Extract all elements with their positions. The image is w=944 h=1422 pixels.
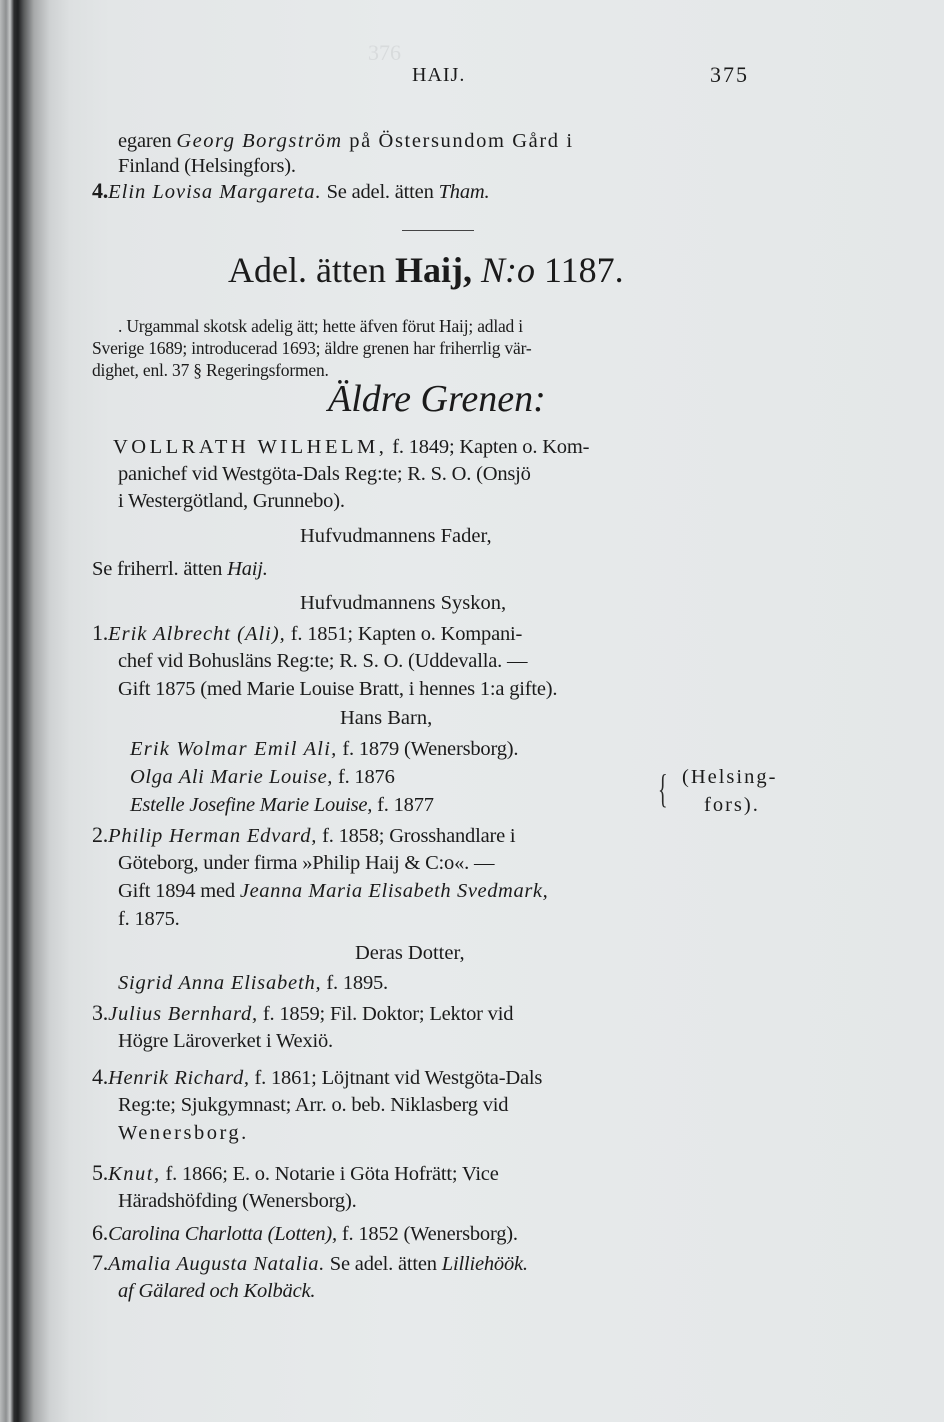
continuation-line-1: egaren Georg Borgström på Östersundom Gård i (118, 130, 574, 152)
head-of-family-line-1: VOLLRATH WILHELM, f. 1849; Kapten o. Kom- (113, 436, 590, 458)
sibling-4-line-3: Wenersborg. (118, 1122, 249, 1144)
sibling-1-line-2: chef vid Bohusläns Reg:te; R. S. O. (Uddevalla. — (118, 650, 528, 672)
father-reference: Se friherrl. ätten Haij. (92, 558, 268, 580)
sibling-3-line-1: 3.Julius Bernhard, f. 1859; Fil. Doktor; Lektor vid (92, 1000, 514, 1025)
sibling-2-line-1: 2.Philip Herman Edvard, f. 1858; Grosshandlare i (92, 822, 516, 847)
continuation-line-2: Finland (Helsingfors). (118, 155, 296, 177)
family-name: Haij, (394, 250, 472, 290)
continuation-item-4: 4.Elin Lovisa Margareta. Se adel. ätten Tham. (92, 178, 490, 203)
sibling-6-line-1: 6.Carolina Charlotta (Lotten), f. 1852 (Wenersborg). (92, 1220, 518, 1245)
sibling-7-line-2 (118, 1278, 315, 1304)
grouping-brace: { (658, 766, 668, 811)
sibling-5-line-1: 5.Knut, f. 1866; E. o. Notarie i Göta Hofrätt; Vice (92, 1160, 499, 1185)
sibling-2-line-2: Göteborg, under firma »Philip Haij & C:o«. — (118, 852, 495, 874)
intro-line-1: . Urgammal skotsk adelig ätt; hette äfven förut Haij; adlad i (118, 316, 523, 336)
father-heading: Hufvudmannens Fader, (300, 525, 492, 547)
family-reference: af Gälared och Kolbäck. (118, 1280, 316, 1302)
person-name: Elin Lovisa Margareta. (108, 181, 322, 203)
person-name: Philip Herman Edvard, (108, 825, 318, 847)
sibling-1-line-1: 1.Erik Albrecht (Ali), f. 1851; Kapten o. Kompani- (92, 620, 523, 645)
intro-line-2: Sverige 1689; introducerad 1693; äldre grenen har friherrlig vär- (92, 338, 532, 358)
section-divider (402, 230, 474, 231)
person-name: Knut, (108, 1163, 161, 1185)
sibling-1-line-3: Gift 1875 (med Marie Louise Bratt, i hennes 1:a gifte). (118, 678, 558, 700)
daughter: Sigrid Anna Elisabeth, f. 1895. (118, 972, 388, 994)
sibling-5-line-2: Häradshöfding (Wenersborg). (118, 1190, 357, 1212)
person-name: Erik Wolmar Emil Ali, (130, 738, 338, 760)
sibling-2-line-3: Gift 1894 med Jeanna Maria Elisabeth Svedmark, (118, 880, 549, 902)
person-name: Jeanna Maria Elisabeth Svedmark, (239, 880, 549, 902)
children-place-1: (Helsing- (682, 766, 778, 788)
running-head: HAIJ. (412, 64, 466, 86)
family-reference: Haij. (227, 558, 268, 580)
child-3: Estelle Josefine Marie Louise, f. 1877 (130, 794, 434, 816)
child-1: Erik Wolmar Emil Ali, f. 1879 (Wenersborg). (130, 738, 519, 760)
person-name: Georg Borgström (176, 130, 343, 152)
siblings-heading: Hufvudmannens Syskon, (300, 592, 507, 614)
person-name: Julius Bernhard, (108, 1003, 258, 1025)
page-number: 375 (710, 62, 749, 87)
bleed-through-page-number: 376 (368, 40, 401, 65)
family-title: Adel. ätten Haij, N:o 1187. (228, 250, 624, 290)
person-name: Amalia Augusta Natalia. (108, 1253, 325, 1275)
sibling-7-line-1: 7.Amalia Augusta Natalia. Se adel. ätten Lilliehöök. (92, 1250, 528, 1275)
daughter-heading: Deras Dotter, (355, 942, 465, 964)
children-place-2: fors). (704, 794, 760, 816)
sibling-3-line-2: Högre Läroverket i Wexiö. (118, 1030, 333, 1052)
child-2: Olga Ali Marie Louise, f. 1876 (130, 766, 395, 788)
children-heading: Hans Barn, (340, 707, 433, 729)
person-name: Henrik Richard, (108, 1067, 250, 1089)
family-reference: Tham. (438, 181, 490, 203)
sibling-2-line-4: f. 1875. (118, 908, 180, 930)
intro-line-3: dighet, enl. 37 § Regeringsformen. (92, 360, 329, 380)
head-name: VOLLRATH WILHELM, (113, 436, 388, 458)
person-name: Estelle Josefine Marie Louise, (130, 794, 373, 816)
head-of-family-line-2: panichef vid Westgöta-Dals Reg:te; R. S. O. (Onsjö (118, 463, 531, 485)
sibling-4-line-1: 4.Henrik Richard, f. 1861; Löjtnant vid Westgöta-Dals (92, 1064, 543, 1089)
person-name: Erik Albrecht (Ali), (108, 623, 286, 645)
branch-heading: Äldre Grenen: (328, 378, 546, 420)
person-name: Sigrid Anna Elisabeth, (118, 972, 322, 994)
head-of-family-line-3: i Westergötland, Grunnebo). (118, 490, 345, 512)
sibling-4-line-2: Reg:te; Sjukgymnast; Arr. o. beb. Niklasberg vid (118, 1094, 509, 1116)
person-name: Olga Ali Marie Louise, (130, 766, 334, 788)
person-name: Carolina Charlotta (Lotten), (108, 1223, 337, 1245)
family-reference: Lilliehöök. (441, 1253, 528, 1275)
